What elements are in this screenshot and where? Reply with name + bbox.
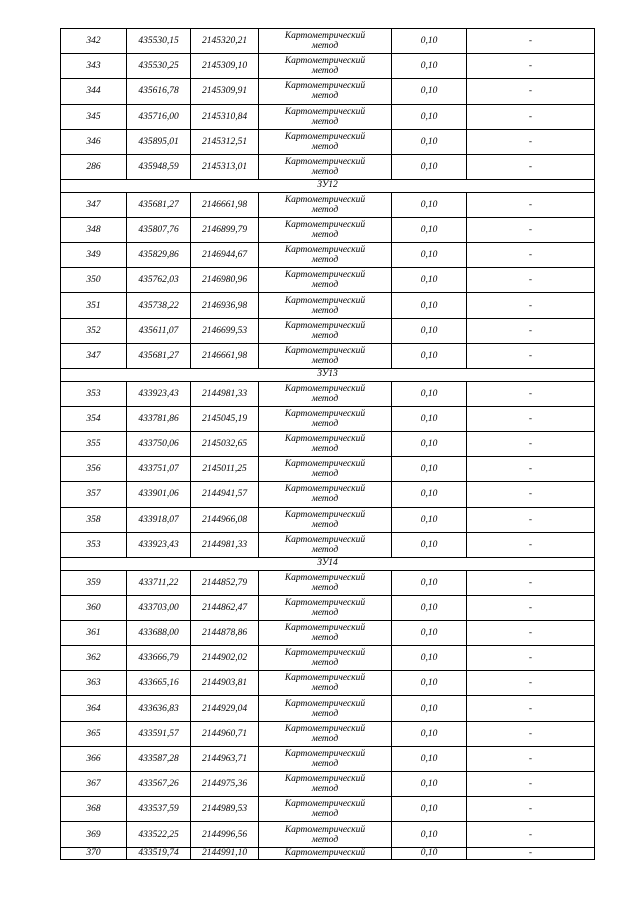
method-line1: Картометрический bbox=[284, 383, 366, 394]
point-number: 349 bbox=[61, 243, 127, 268]
point-number: 361 bbox=[61, 620, 127, 645]
coord-x: 435716,00 bbox=[127, 104, 191, 129]
coord-y: 2144981,33 bbox=[191, 381, 259, 406]
accuracy: 0,10 bbox=[392, 595, 467, 620]
method-cell bbox=[259, 646, 392, 671]
table-row bbox=[61, 822, 595, 847]
point-number: 365 bbox=[61, 721, 127, 746]
method-line1: Картометрический bbox=[284, 774, 366, 785]
point-number: 370 bbox=[61, 847, 127, 859]
coord-y: 2145045,19 bbox=[191, 406, 259, 431]
accuracy: 0,10 bbox=[392, 847, 467, 859]
method-line2: метод bbox=[311, 733, 339, 744]
coord-y: 2144996,56 bbox=[191, 822, 259, 847]
description: - bbox=[467, 343, 595, 368]
table-row bbox=[61, 772, 595, 797]
accuracy: 0,10 bbox=[392, 268, 467, 293]
table-row bbox=[61, 79, 595, 104]
table-row bbox=[61, 129, 595, 154]
coord-y: 2144903,81 bbox=[191, 671, 259, 696]
coord-y: 2144975,36 bbox=[191, 772, 259, 797]
method-cell bbox=[259, 772, 392, 797]
table-row bbox=[61, 532, 595, 557]
method-cell bbox=[259, 217, 392, 242]
description: - bbox=[467, 381, 595, 406]
coord-y: 2144966,08 bbox=[191, 507, 259, 532]
table-row bbox=[61, 457, 595, 482]
coord-y: 2145309,91 bbox=[191, 79, 259, 104]
accuracy: 0,10 bbox=[392, 129, 467, 154]
accuracy: 0,10 bbox=[392, 192, 467, 217]
coord-y: 2144989,53 bbox=[191, 797, 259, 822]
table-row bbox=[61, 217, 595, 242]
method-line2: метод bbox=[311, 683, 339, 694]
coord-y: 2144963,71 bbox=[191, 746, 259, 771]
method-line1: Картометрический bbox=[284, 847, 366, 858]
description: - bbox=[467, 847, 595, 859]
description: - bbox=[467, 104, 595, 129]
coord-x: 435829,86 bbox=[127, 243, 191, 268]
method-cell bbox=[259, 381, 392, 406]
coord-x: 433587,28 bbox=[127, 746, 191, 771]
coord-y: 2146944,67 bbox=[191, 243, 259, 268]
point-number: 367 bbox=[61, 772, 127, 797]
point-number: 356 bbox=[61, 457, 127, 482]
accuracy: 0,10 bbox=[392, 797, 467, 822]
accuracy: 0,10 bbox=[392, 532, 467, 557]
accuracy: 0,10 bbox=[392, 381, 467, 406]
accuracy: 0,10 bbox=[392, 217, 467, 242]
point-number: 348 bbox=[61, 217, 127, 242]
accuracy: 0,10 bbox=[392, 721, 467, 746]
method-line2: метод bbox=[311, 66, 339, 77]
section-label: ЗУ13 bbox=[61, 369, 595, 382]
coord-y: 2146936,98 bbox=[191, 293, 259, 318]
coord-x: 435895,01 bbox=[127, 129, 191, 154]
accuracy: 0,10 bbox=[392, 318, 467, 343]
method-line2: метод bbox=[311, 230, 339, 240]
table-row bbox=[61, 797, 595, 822]
coord-y: 2146661,98 bbox=[191, 343, 259, 368]
method-cell bbox=[259, 482, 392, 507]
description: - bbox=[467, 154, 595, 179]
point-number: 286 bbox=[61, 154, 127, 179]
coord-x: 435681,27 bbox=[127, 343, 191, 368]
method-line2: метод bbox=[311, 582, 339, 593]
accuracy: 0,10 bbox=[392, 104, 467, 129]
method-cell bbox=[259, 507, 392, 532]
method-cell bbox=[259, 154, 392, 179]
method-line2: метод bbox=[311, 204, 339, 215]
coord-x: 435762,03 bbox=[127, 268, 191, 293]
coord-x: 435738,22 bbox=[127, 293, 191, 318]
method-cell bbox=[259, 746, 392, 771]
table-row bbox=[61, 29, 595, 54]
coord-y: 2145310,84 bbox=[191, 104, 259, 129]
method-line1: Картометрический bbox=[284, 31, 366, 42]
description: - bbox=[467, 217, 595, 242]
method-line1: Картометрический bbox=[284, 509, 366, 520]
accuracy: 0,10 bbox=[392, 482, 467, 507]
point-number: 366 bbox=[61, 746, 127, 771]
table-row bbox=[61, 482, 595, 507]
table-row bbox=[61, 381, 595, 406]
description: - bbox=[467, 432, 595, 457]
method-line1: Картометрический bbox=[284, 157, 366, 168]
method-cell bbox=[259, 54, 392, 79]
method-cell bbox=[259, 406, 392, 431]
method-line1: Картометрический bbox=[284, 408, 366, 419]
method-cell bbox=[259, 570, 392, 595]
accuracy: 0,10 bbox=[392, 696, 467, 721]
point-number: 354 bbox=[61, 406, 127, 431]
description: - bbox=[467, 54, 595, 79]
point-number: 353 bbox=[61, 532, 127, 557]
method-line2: метод bbox=[311, 444, 339, 455]
description: - bbox=[467, 457, 595, 482]
method-line1: Картометрический bbox=[284, 597, 366, 608]
table-row bbox=[61, 154, 595, 179]
accuracy: 0,10 bbox=[392, 432, 467, 457]
coord-y: 2146661,98 bbox=[191, 192, 259, 217]
method-line2: метод bbox=[311, 607, 339, 618]
section-header-row bbox=[61, 557, 595, 570]
method-cell bbox=[259, 532, 392, 557]
method-line1: Картометрический bbox=[284, 434, 366, 445]
method-line2: метод bbox=[311, 393, 339, 404]
accuracy: 0,10 bbox=[392, 406, 467, 431]
method-line1: Картометрический bbox=[284, 824, 366, 835]
method-line1: Картометрический bbox=[284, 131, 366, 142]
description: - bbox=[467, 29, 595, 54]
accuracy: 0,10 bbox=[392, 746, 467, 771]
accuracy: 0,10 bbox=[392, 154, 467, 179]
method-cell bbox=[259, 671, 392, 696]
method-line1: Картометрический bbox=[284, 648, 366, 659]
accuracy: 0,10 bbox=[392, 293, 467, 318]
method-cell bbox=[259, 79, 392, 104]
method-line2: метод bbox=[311, 809, 339, 820]
method-line1: Картометрический bbox=[284, 534, 366, 545]
coord-x: 433665,16 bbox=[127, 671, 191, 696]
method-line2: метод bbox=[311, 834, 339, 845]
table-row bbox=[61, 570, 595, 595]
table-row bbox=[61, 696, 595, 721]
point-number: 345 bbox=[61, 104, 127, 129]
method-line1: Картометрический bbox=[284, 295, 366, 306]
description: - bbox=[467, 79, 595, 104]
coord-x: 433537,59 bbox=[127, 797, 191, 822]
point-number: 369 bbox=[61, 822, 127, 847]
description: - bbox=[467, 507, 595, 532]
description: - bbox=[467, 772, 595, 797]
method-line1: Картометрический bbox=[284, 56, 366, 67]
coord-x: 435948,59 bbox=[127, 154, 191, 179]
point-number: 353 bbox=[61, 381, 127, 406]
description: - bbox=[467, 243, 595, 268]
method-cell bbox=[259, 343, 392, 368]
method-line1: Картометрический bbox=[284, 245, 366, 256]
point-number: 343 bbox=[61, 54, 127, 79]
method-line1: Картометрический bbox=[284, 220, 366, 230]
table-row bbox=[61, 192, 595, 217]
description: - bbox=[467, 268, 595, 293]
point-number: 363 bbox=[61, 671, 127, 696]
table-row bbox=[61, 847, 595, 859]
method-line2: метод bbox=[311, 758, 339, 769]
description: - bbox=[467, 746, 595, 771]
coord-y: 2144960,71 bbox=[191, 721, 259, 746]
accuracy: 0,10 bbox=[392, 54, 467, 79]
section-label: ЗУ12 bbox=[61, 180, 595, 193]
method-line2: метод bbox=[311, 255, 339, 266]
method-line1: Картометрический bbox=[284, 345, 366, 356]
method-line1: Картометрический bbox=[284, 799, 366, 810]
coord-x: 433918,07 bbox=[127, 507, 191, 532]
coord-y: 2144929,04 bbox=[191, 696, 259, 721]
method-cell bbox=[259, 847, 392, 859]
table-row bbox=[61, 746, 595, 771]
coord-y: 2145309,10 bbox=[191, 54, 259, 79]
accuracy: 0,10 bbox=[392, 772, 467, 797]
coord-y: 2145313,01 bbox=[191, 154, 259, 179]
table-row bbox=[61, 646, 595, 671]
coord-x: 433923,43 bbox=[127, 532, 191, 557]
coord-x: 433781,86 bbox=[127, 406, 191, 431]
method-cell bbox=[259, 620, 392, 645]
method-line1: Картометрический bbox=[284, 673, 366, 684]
coord-y: 2144991,10 bbox=[191, 847, 259, 859]
point-number: 362 bbox=[61, 646, 127, 671]
description: - bbox=[467, 129, 595, 154]
description: - bbox=[467, 482, 595, 507]
coord-x: 433519,74 bbox=[127, 847, 191, 859]
method-cell bbox=[259, 822, 392, 847]
coord-x: 433688,00 bbox=[127, 620, 191, 645]
method-line2: метод bbox=[311, 91, 339, 102]
method-line1: Картометрический bbox=[284, 194, 366, 205]
description: - bbox=[467, 192, 595, 217]
table-row bbox=[61, 54, 595, 79]
section-label: ЗУ14 bbox=[61, 557, 595, 570]
coord-y: 2145011,25 bbox=[191, 457, 259, 482]
description: - bbox=[467, 293, 595, 318]
coord-y: 2144862,47 bbox=[191, 595, 259, 620]
method-line2: метод bbox=[311, 141, 339, 152]
accuracy: 0,10 bbox=[392, 29, 467, 54]
description: - bbox=[467, 318, 595, 343]
table-row bbox=[61, 406, 595, 431]
method-line1: Картометрический bbox=[284, 320, 366, 331]
coord-x: 433751,07 bbox=[127, 457, 191, 482]
coord-y: 2146699,53 bbox=[191, 318, 259, 343]
coord-y: 2145312,51 bbox=[191, 129, 259, 154]
table-row bbox=[61, 721, 595, 746]
method-line2: метод bbox=[311, 469, 339, 480]
description: - bbox=[467, 620, 595, 645]
table-row bbox=[61, 620, 595, 645]
method-line1: Картометрический bbox=[284, 81, 366, 92]
method-cell bbox=[259, 318, 392, 343]
method-cell bbox=[259, 721, 392, 746]
method-cell bbox=[259, 293, 392, 318]
method-line1: Картометрический bbox=[284, 698, 366, 709]
method-line1: Картометрический bbox=[284, 723, 366, 734]
coord-x: 433636,83 bbox=[127, 696, 191, 721]
point-number: 360 bbox=[61, 595, 127, 620]
table-row bbox=[61, 318, 595, 343]
coord-x: 433522,25 bbox=[127, 822, 191, 847]
description: - bbox=[467, 595, 595, 620]
accuracy: 0,10 bbox=[392, 620, 467, 645]
coord-y: 2144852,79 bbox=[191, 570, 259, 595]
method-cell bbox=[259, 268, 392, 293]
coord-x: 435616,78 bbox=[127, 79, 191, 104]
accuracy: 0,10 bbox=[392, 822, 467, 847]
coord-y: 2144941,57 bbox=[191, 482, 259, 507]
method-cell bbox=[259, 29, 392, 54]
method-line2: метод bbox=[311, 494, 339, 505]
point-number: 347 bbox=[61, 343, 127, 368]
coord-x: 433703,00 bbox=[127, 595, 191, 620]
method-line1: Картометрический bbox=[284, 484, 366, 495]
coord-y: 2146899,79 bbox=[191, 217, 259, 242]
method-line1: Картометрический bbox=[284, 106, 366, 117]
method-cell bbox=[259, 457, 392, 482]
table-row bbox=[61, 243, 595, 268]
point-number: 364 bbox=[61, 696, 127, 721]
method-cell bbox=[259, 243, 392, 268]
coord-x: 435807,76 bbox=[127, 217, 191, 242]
table-row bbox=[61, 268, 595, 293]
method-line2: метод bbox=[311, 544, 339, 555]
point-number: 350 bbox=[61, 268, 127, 293]
point-number: 355 bbox=[61, 432, 127, 457]
method-cell bbox=[259, 192, 392, 217]
section-header-row bbox=[61, 369, 595, 382]
method-cell bbox=[259, 595, 392, 620]
method-line1: Картометрический bbox=[284, 572, 366, 583]
point-number: 342 bbox=[61, 29, 127, 54]
point-number: 351 bbox=[61, 293, 127, 318]
method-line2: метод bbox=[311, 519, 339, 530]
method-line1: Картометрический bbox=[284, 270, 366, 281]
coord-y: 2145320,21 bbox=[191, 29, 259, 54]
accuracy: 0,10 bbox=[392, 343, 467, 368]
table-row bbox=[61, 343, 595, 368]
point-number: 346 bbox=[61, 129, 127, 154]
method-line2: метод bbox=[311, 658, 339, 669]
point-number: 352 bbox=[61, 318, 127, 343]
description: - bbox=[467, 671, 595, 696]
accuracy: 0,10 bbox=[392, 457, 467, 482]
method-line2: метод bbox=[311, 305, 339, 316]
method-line2: метод bbox=[311, 708, 339, 719]
method-line2: метод bbox=[311, 418, 339, 429]
accuracy: 0,10 bbox=[392, 507, 467, 532]
method-cell bbox=[259, 797, 392, 822]
point-number: 347 bbox=[61, 192, 127, 217]
coord-x: 433750,06 bbox=[127, 432, 191, 457]
table-row bbox=[61, 507, 595, 532]
method-cell bbox=[259, 696, 392, 721]
table-row bbox=[61, 671, 595, 696]
method-line2: метод bbox=[311, 784, 339, 795]
method-line2: метод bbox=[311, 280, 339, 291]
method-line2: метод bbox=[311, 41, 339, 52]
description: - bbox=[467, 797, 595, 822]
description: - bbox=[467, 721, 595, 746]
description: - bbox=[467, 406, 595, 431]
coord-y: 2144878,86 bbox=[191, 620, 259, 645]
coord-x: 435530,25 bbox=[127, 54, 191, 79]
table-row bbox=[61, 293, 595, 318]
method-line1: Картометрический bbox=[284, 623, 366, 633]
description: - bbox=[467, 570, 595, 595]
point-number: 357 bbox=[61, 482, 127, 507]
method-cell bbox=[259, 104, 392, 129]
coord-y: 2146980,96 bbox=[191, 268, 259, 293]
accuracy: 0,10 bbox=[392, 243, 467, 268]
method-cell bbox=[259, 129, 392, 154]
coord-x: 435611,07 bbox=[127, 318, 191, 343]
coord-x: 433666,79 bbox=[127, 646, 191, 671]
coordinates-table-body bbox=[61, 29, 595, 860]
section-header-row bbox=[61, 180, 595, 193]
description: - bbox=[467, 822, 595, 847]
accuracy: 0,10 bbox=[392, 671, 467, 696]
coord-x: 433591,57 bbox=[127, 721, 191, 746]
method-line1: Картометрический bbox=[284, 459, 366, 470]
coord-x: 435530,15 bbox=[127, 29, 191, 54]
method-line2: метод bbox=[311, 633, 339, 643]
table-row bbox=[61, 104, 595, 129]
description: - bbox=[467, 646, 595, 671]
table-row bbox=[61, 432, 595, 457]
method-line2: метод bbox=[311, 355, 339, 366]
coord-x: 433711,22 bbox=[127, 570, 191, 595]
point-number: 358 bbox=[61, 507, 127, 532]
point-number: 344 bbox=[61, 79, 127, 104]
coord-y: 2145032,65 bbox=[191, 432, 259, 457]
description: - bbox=[467, 696, 595, 721]
method-line1: Картометрический bbox=[284, 748, 366, 759]
coord-y: 2144902,02 bbox=[191, 646, 259, 671]
coord-x: 435681,27 bbox=[127, 192, 191, 217]
method-cell bbox=[259, 432, 392, 457]
coord-x: 433567,26 bbox=[127, 772, 191, 797]
coord-x: 433923,43 bbox=[127, 381, 191, 406]
accuracy: 0,10 bbox=[392, 570, 467, 595]
method-line2: метод bbox=[311, 330, 339, 341]
method-line2: метод bbox=[311, 167, 339, 178]
table-row bbox=[61, 595, 595, 620]
point-number: 359 bbox=[61, 570, 127, 595]
coord-y: 2144981,33 bbox=[191, 532, 259, 557]
coord-x: 433901,06 bbox=[127, 482, 191, 507]
description: - bbox=[467, 532, 595, 557]
method-line2: метод bbox=[311, 116, 339, 127]
accuracy: 0,10 bbox=[392, 79, 467, 104]
accuracy: 0,10 bbox=[392, 646, 467, 671]
point-number: 368 bbox=[61, 797, 127, 822]
coordinates-table bbox=[60, 28, 595, 860]
